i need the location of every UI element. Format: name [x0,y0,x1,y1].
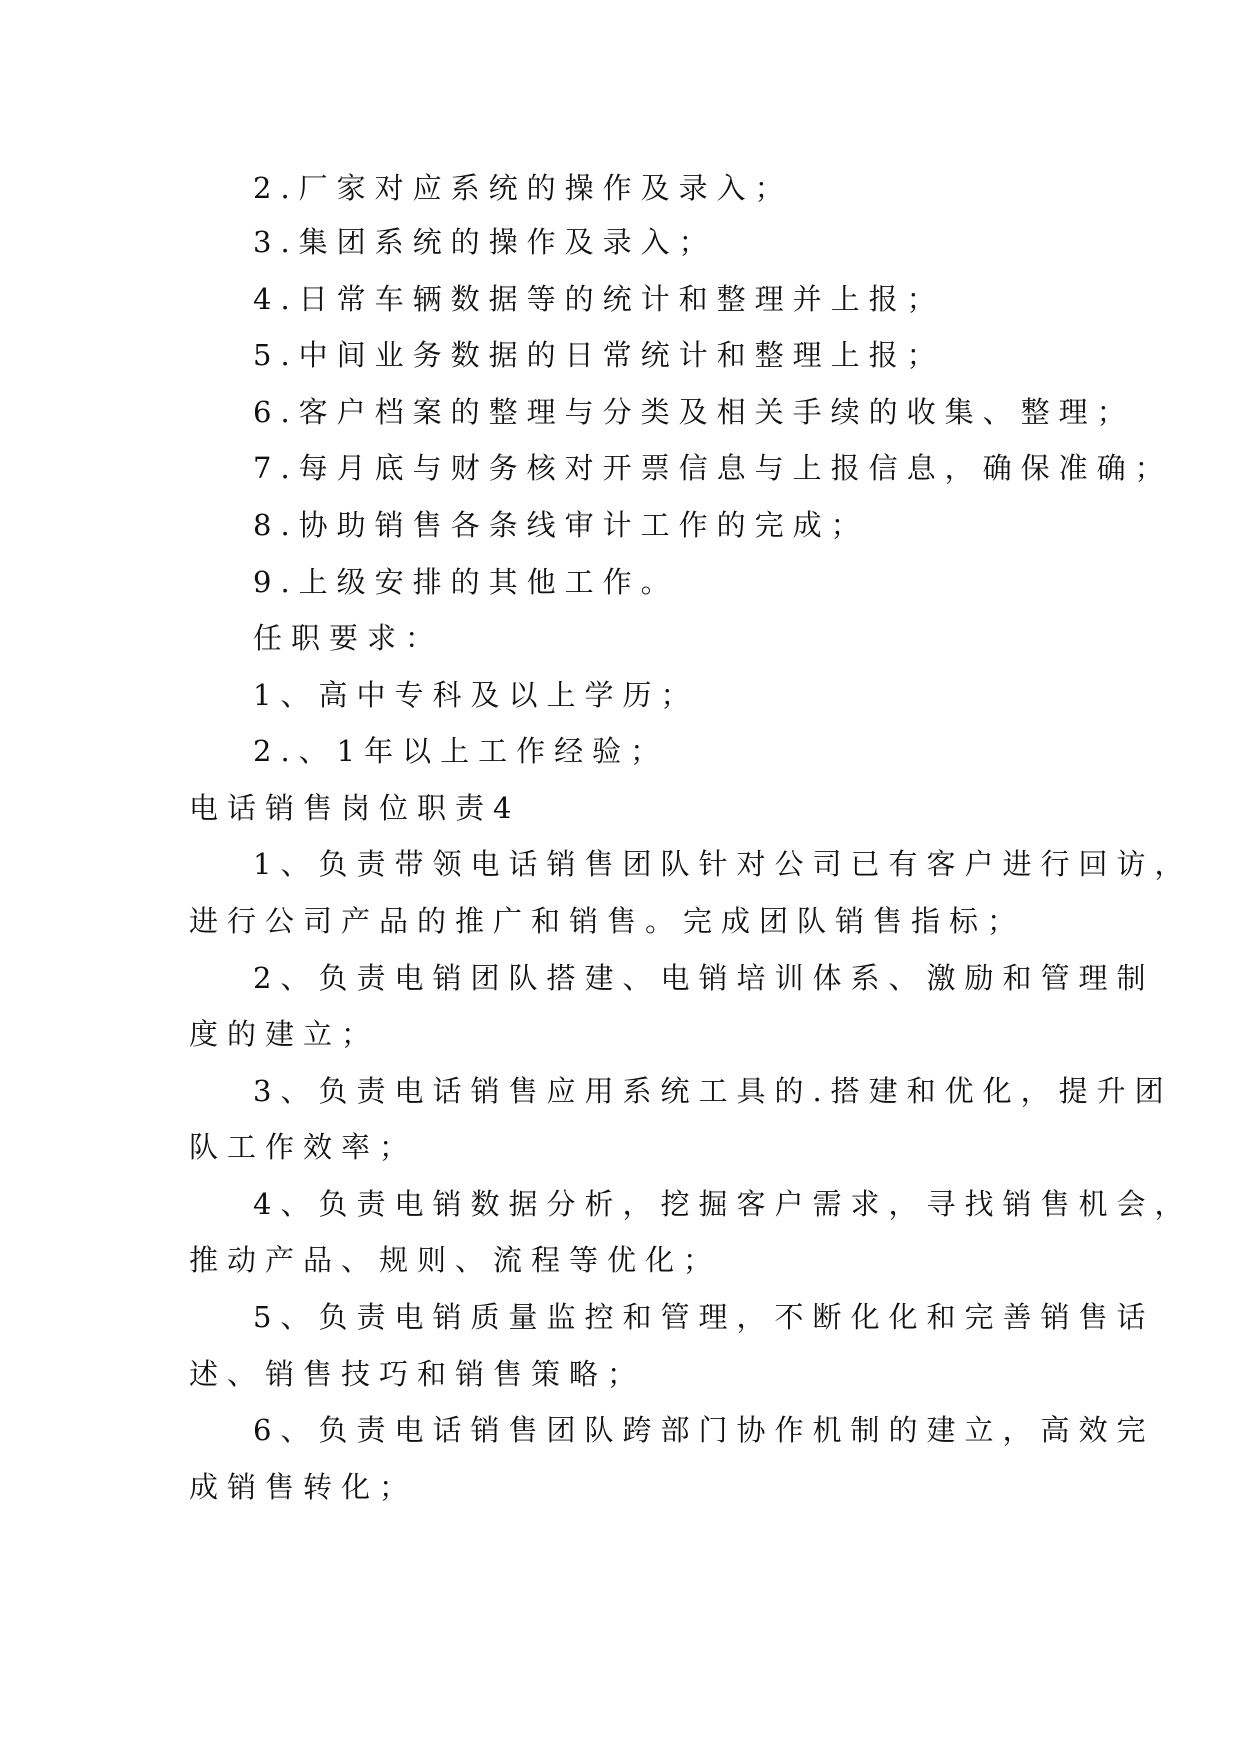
duty-first-line: 3、负责电话销售应用系统工具的.搭建和优化，提升团 [253,1074,1173,1108]
list-item: 5.中间业务数据的日常统计和整理上报； [253,338,945,372]
list-item: 2.厂家对应系统的操作及录入； [253,171,793,205]
duty-continuation: 度的建立； [189,1017,380,1051]
duty-first-line: 1、负责带领电话销售团队针对公司已有客户进行回访， [253,847,1193,881]
duty-continuation: 进行公司产品的推广和销售。完成团队销售指标； [189,904,1026,938]
duty-first-line: 2、负责电销团队搭建、电销培训体系、激励和管理制 [253,961,1155,995]
duty-first-line: 5、负责电销质量监控和管理，不断化化和完善销售话 [253,1300,1155,1334]
list-item: 6.客户档案的整理与分类及相关手续的收集、整理； [253,395,1135,429]
list-item: 4.日常车辆数据等的统计和整理并上报； [253,282,945,316]
duty-first-line: 4、负责电销数据分析，挖掘客户需求，寻找销售机会， [253,1187,1193,1221]
requirement-item: 2.、1年以上工作经验； [253,734,669,768]
duty-first-line: 6、负责电话销售团队跨部门协作机制的建立，高效完 [253,1413,1155,1447]
section-title: 电话销售岗位职责4 [189,791,521,825]
duty-continuation: 队工作效率； [189,1130,418,1164]
requirement-item: 1、高中专科及以上学历； [253,678,699,712]
list-item: 8.协助销售各条线审计工作的完成； [253,508,869,542]
list-item: 9.上级安排的其他工作。 [253,565,679,599]
duty-continuation: 成销售转化； [189,1470,418,1504]
list-item: 7.每月底与财务核对开票信息与上报信息，确保准确； [253,451,1173,485]
list-item: 3.集团系统的操作及录入； [253,225,717,259]
duty-continuation: 推动产品、规则、流程等优化； [189,1243,722,1277]
requirements-heading: 任职要求： [253,621,444,655]
duty-continuation: 述、销售技巧和销售策略； [189,1357,646,1391]
